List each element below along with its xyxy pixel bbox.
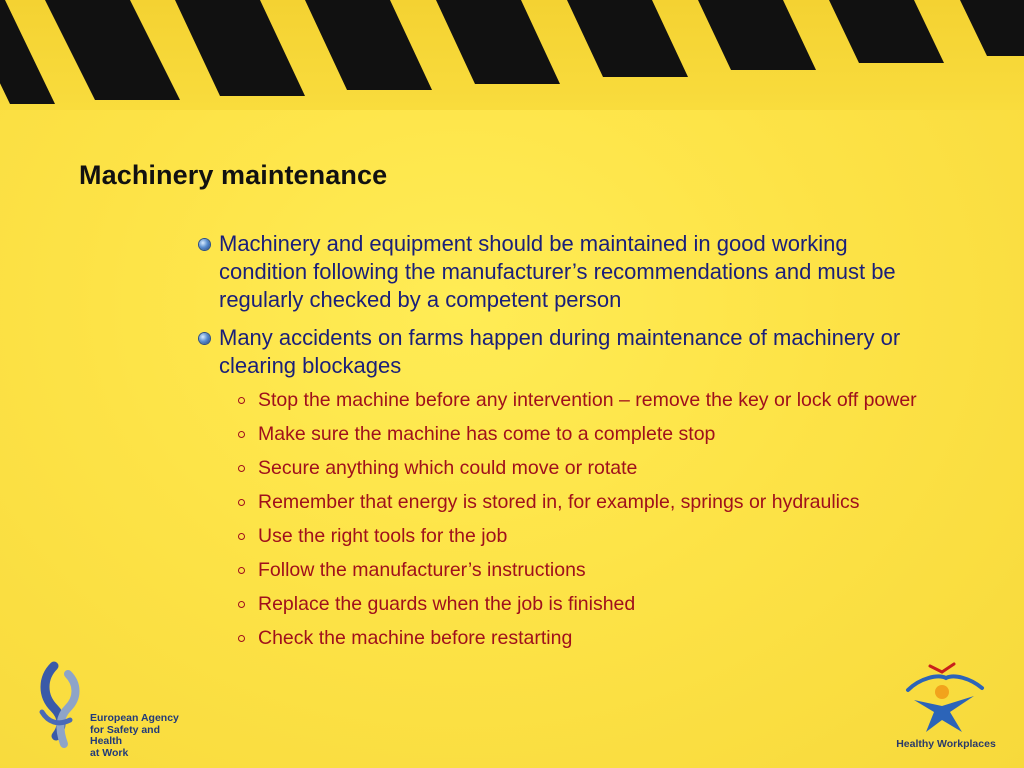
sub-bullet-item [236,626,937,650]
healthy-workplaces-label: Healthy Workplaces [896,738,996,750]
sub-bullet-text: Make sure the machine has come to a complete stop [258,423,716,445]
sub-bullet-list [236,388,937,650]
ring-bullet-icon [238,567,245,574]
sub-bullet-text: Replace the guards when the job is finished [258,593,636,615]
bullet-item [197,230,937,314]
eu-osha-logo-icon [34,660,90,755]
healthy-workplaces-logo [890,660,1000,755]
sub-bullet-text: Follow the manufacturer’s instructions [258,559,586,581]
eu-osha-logo [34,660,184,759]
ring-bullet-icon [238,601,245,608]
sub-bullet-item [236,422,937,446]
ring-bullet-icon [238,431,245,438]
sub-bullet-item [236,592,937,616]
healthy-workplaces-logo-icon [890,660,1000,738]
slide-content [197,230,937,660]
ring-bullet-icon [238,465,245,472]
sub-bullet-text: Secure anything which could move or rotate [258,457,638,479]
sub-bullet-text: Remember that energy is stored in, for example, springs or hydraulics [258,491,860,513]
eu-logo-line: at Work [90,746,129,759]
eu-osha-logo-text [90,713,184,759]
eu-logo-line: European Agency [90,712,179,724]
bullet-item [197,324,937,380]
sub-bullet-item [236,388,937,412]
sub-bullet-text: Use the right tools for the job [258,525,508,547]
ring-bullet-icon [238,499,245,506]
hazard-stripe-band [0,0,1024,110]
bullet-text: Many accidents on farms happen during maintenance of machinery or clearing blockages [219,325,901,378]
ring-bullet-icon [238,635,245,642]
bullet-text: Machinery and equipment should be maintained in good working condition following the manufacturer’s recommendations and must be regularly checked by a competent person [219,231,896,312]
bullet-dot-icon [199,239,210,250]
bullet-dot-icon [199,333,210,344]
sub-bullet-item [236,558,937,582]
sub-bullet-item [236,524,937,548]
sub-bullet-item [236,490,937,514]
sub-bullet-text: Stop the machine before any intervention – remove the key or lock off power [258,389,917,411]
sub-bullet-item [236,456,937,480]
ring-bullet-icon [238,533,245,540]
sub-bullet-text: Check the machine before restarting [258,627,573,649]
eu-logo-line: for Safety and Health [90,723,161,747]
ring-bullet-icon [238,397,245,404]
slide-title: Machinery maintenance [79,160,388,190]
